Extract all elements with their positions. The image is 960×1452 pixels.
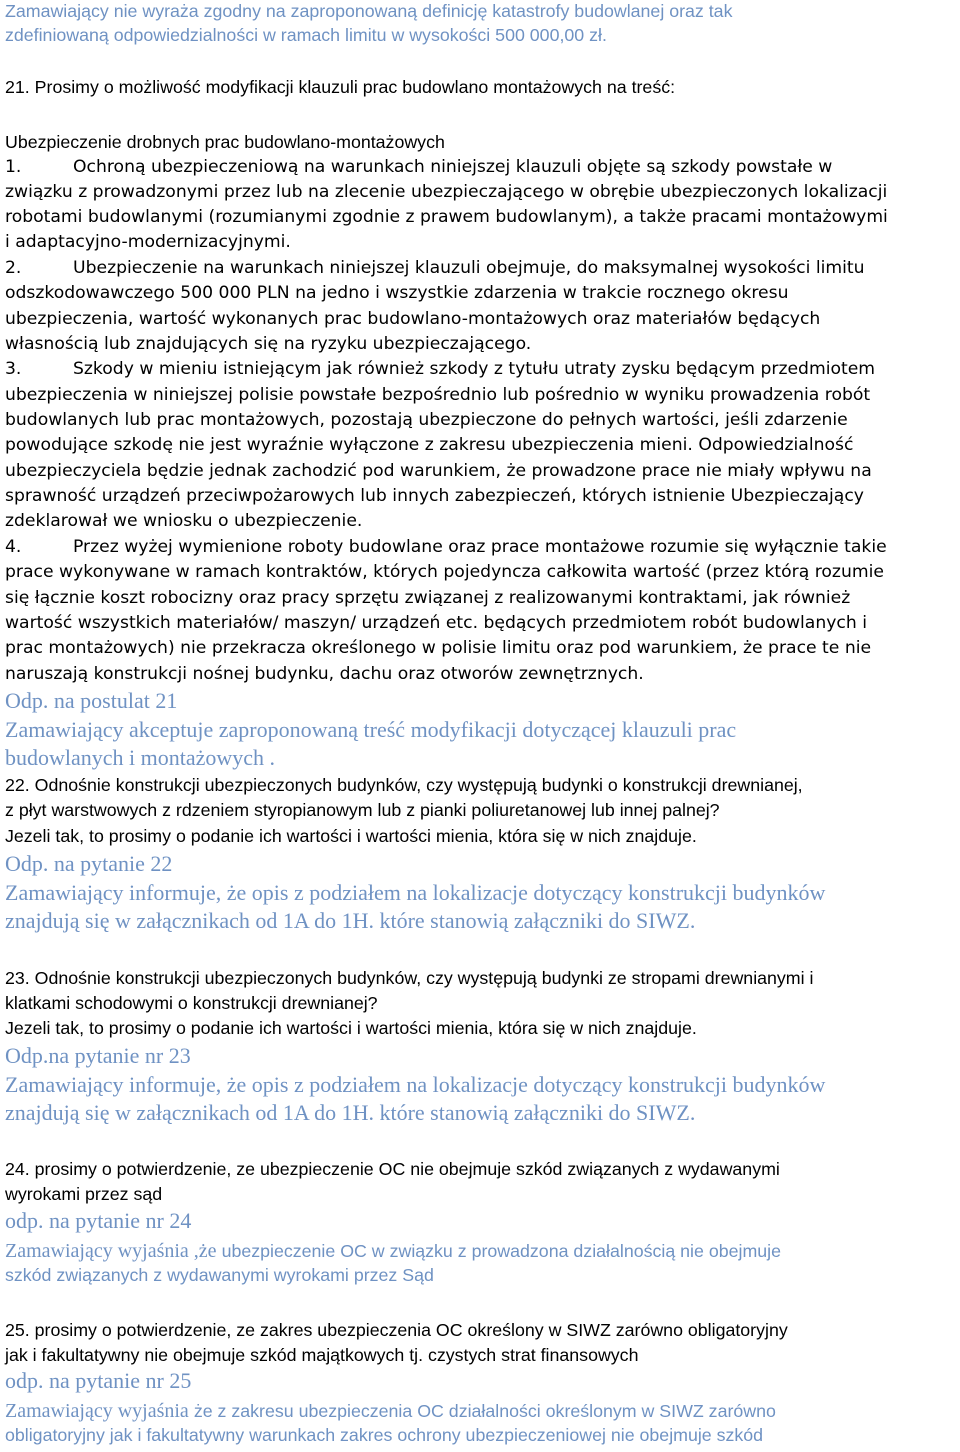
answer-lead: Zamawiający wyjaśnia bbox=[5, 1400, 194, 1422]
clause-line: i adaptacyjno-modernizacyjnymi. bbox=[5, 232, 291, 252]
clause-line: odszkodowawczego 500 000 PLN na jedno i wszystkie zdarzenia w trakcie rocznego okresu bbox=[5, 283, 789, 303]
clause-line: ubezpieczyciela będzie jednak zachodzić pod warunkiem, że prowadzone prace nie miały wpływu na bbox=[5, 461, 872, 481]
answer-heading: Odp. na postulat 21 bbox=[5, 688, 178, 713]
clause-line: własnością lub znajdujących się na ryzyku ubezpieczającego. bbox=[5, 334, 532, 354]
question-line: Jezeli tak, to prosimy o podanie ich wartości i wartości mienia, która się w nich znajduje. bbox=[5, 1018, 697, 1038]
clause-line: budowlanych lub prac montażowych, pozostają ubezpieczone do pełnych wartości, jeśli zdarzenie bbox=[5, 410, 848, 430]
answer-text: że z zakresu ubezpieczenia OC działalności określonym w SIWZ zarówno bbox=[193, 1401, 776, 1421]
answer-line bbox=[5, 1238, 781, 1264]
paragraph-number: 4. bbox=[5, 537, 22, 557]
clause-paragraph-1-first bbox=[5, 156, 832, 178]
answer-line: znajdują się w załącznikach od 1A do 1H. które stanowią załączniki do SIWZ. bbox=[5, 908, 696, 933]
answer-line: Zamawiający informuje, że opis z podziałem na lokalizacje dotyczący konstrukcji budynków bbox=[5, 880, 826, 905]
paragraph-text: Ubezpieczenie na warunkach niniejszej klauzuli obejmuje, do maksymalnej wysokości limitu bbox=[73, 258, 865, 278]
answer-heading: odp. na pytanie nr 25 bbox=[5, 1368, 192, 1393]
clause-line: zdeklarował we wniosku o ubezpieczenie. bbox=[5, 511, 363, 531]
paragraph-text: Przez wyżej wymienione roboty budowlane oraz prace montażowe rozumie się wyłącznie takie bbox=[73, 537, 887, 557]
question-line: 24. prosimy o potwierdzenie, ze ubezpieczenie OC nie obejmuje szkód związanych z wydawanymi bbox=[5, 1159, 780, 1179]
clause-line: się łącznie koszt robocizny oraz pracy sprzętu związanej z realizowanymi kontraktami, jak również bbox=[5, 588, 851, 608]
clause-line: związku z prowadzonymi przez lub na zlecenie ubezpieczającego w obrębie ubezpieczonych lokalizacji bbox=[5, 182, 888, 202]
answer-text: ubezpieczenie OC w związku z prowadzona działalnością nie obejmuje bbox=[221, 1241, 781, 1261]
question-line: jak i fakultatywny nie obejmuje szkód majątkowych tj. czystych strat finansowych bbox=[5, 1345, 639, 1365]
answer-line: szkód związanych z wydawanymi wyrokami przez Sąd bbox=[5, 1265, 434, 1285]
answer-lead: Zamawiający wyjaśnia ,że bbox=[5, 1240, 222, 1262]
question-line: 25. prosimy o potwierdzenie, ze zakres ubezpieczenia OC określony w SIWZ zarówno obligatoryjny bbox=[5, 1320, 788, 1340]
answer-line bbox=[5, 1398, 776, 1424]
clause-paragraph-3-first bbox=[5, 358, 875, 380]
clause-paragraph-2-first bbox=[5, 257, 865, 279]
clause-line: prac montażowych) nie przekracza określonego w polisie limitu oraz pod warunkiem, że prace te nie bbox=[5, 638, 872, 658]
answer-line: Zamawiający informuje, że opis z podziałem na lokalizacje dotyczący konstrukcji budynków bbox=[5, 1072, 826, 1097]
question-line: 21. Prosimy o możliwość modyfikacji klauzuli prac budowlano montażowych na treść: bbox=[5, 77, 676, 97]
clause-line: sprawność urządzeń przeciwpożarowych lub innych zabezpieczeń, których istnienie Ubezpieczający bbox=[5, 486, 864, 506]
question-line: wyrokami przez sąd bbox=[5, 1184, 163, 1204]
question-line: z płyt warstwowych z rdzeniem styropianowym lub z pianki poliuretanowej lub innej palnej? bbox=[5, 800, 720, 820]
answer-line: Zamawiający nie wyraża zgodny na zaproponowaną definicję katastrofy budowlanej oraz tak bbox=[5, 1, 733, 21]
answer-heading: odp. na pytanie nr 24 bbox=[5, 1208, 192, 1233]
paragraph-number: 3. bbox=[5, 359, 22, 379]
question-line: Jezeli tak, to prosimy o podanie ich wartości i wartości mienia, która się w nich znajduje. bbox=[5, 826, 697, 846]
clause-title: Ubezpieczenie drobnych prac budowlano-montażowych bbox=[5, 132, 445, 152]
clause-paragraph-4-first bbox=[5, 536, 887, 558]
answer-line: budowlanych i montażowych . bbox=[5, 745, 276, 770]
clause-line: ubezpieczenia w niniejszej polisie powstałe bezpośrednio lub pośrednio w wyniku prowadzenia robót bbox=[5, 385, 871, 405]
answer-line: zdefiniowaną odpowiedzialności w ramach limitu w wysokości 500 000,00 zł. bbox=[5, 25, 607, 45]
answer-line: znajdują się w załącznikach od 1A do 1H. które stanowią załączniki do SIWZ. bbox=[5, 1100, 696, 1125]
question-line: 22. Odnośnie konstrukcji ubezpieczonych budynków, czy występują budynki o konstrukcji drewnianej, bbox=[5, 775, 803, 795]
answer-line: obligatoryjny jak i fakultatywny warunkach zakres ochrony ubezpieczeniowej nie obejmuje szkód bbox=[5, 1425, 764, 1445]
answer-heading: Odp. na pytanie 22 bbox=[5, 851, 173, 876]
answer-line: Zamawiający akceptuje zaproponowaną treść modyfikacji dotyczącej klauzuli prac bbox=[5, 717, 737, 742]
question-line: 23. Odnośnie konstrukcji ubezpieczonych budynków, czy występują budynki ze stropami drewnianymi i bbox=[5, 968, 814, 988]
paragraph-number: 2. bbox=[5, 258, 22, 278]
answer-heading: Odp.na pytanie nr 23 bbox=[5, 1043, 191, 1068]
paragraph-number: 1. bbox=[5, 157, 22, 177]
clause-line: powodujące szkodę nie jest wyraźnie wyłączone z zakresu ubezpieczenia mieni. Odpowiedzialność bbox=[5, 435, 854, 455]
clause-line: wartość wszystkich materiałów/ maszyn/ urządzeń etc. będących przedmiotem robót budowlanych i bbox=[5, 613, 867, 633]
clause-line: robotami budowlanymi (rozumianymi zgodnie z prawem budowlanym), a także pracami montażowymi bbox=[5, 207, 888, 227]
question-line: klatkami schodowymi o konstrukcji drewnianej? bbox=[5, 993, 378, 1013]
clause-line: prace wykonywane w ramach kontraktów, których pojedyncza całkowita wartość (przez którą rozumie bbox=[5, 562, 884, 582]
clause-line: naruszają konstrukcji nośnej budynku, dachu oraz otworów zewnętrznych. bbox=[5, 664, 644, 684]
clause-line: ubezpieczenia, wartość wykonanych prac budowlano-montażowych oraz materiałów będących bbox=[5, 309, 821, 329]
paragraph-text: Szkody w mieniu istniejącym jak również szkody z tytułu utraty zysku będącym przedmiotem bbox=[73, 359, 876, 379]
paragraph-text: Ochroną ubezpieczeniową na warunkach niniejszej klauzuli objęte są szkody powstałe w bbox=[73, 157, 833, 177]
